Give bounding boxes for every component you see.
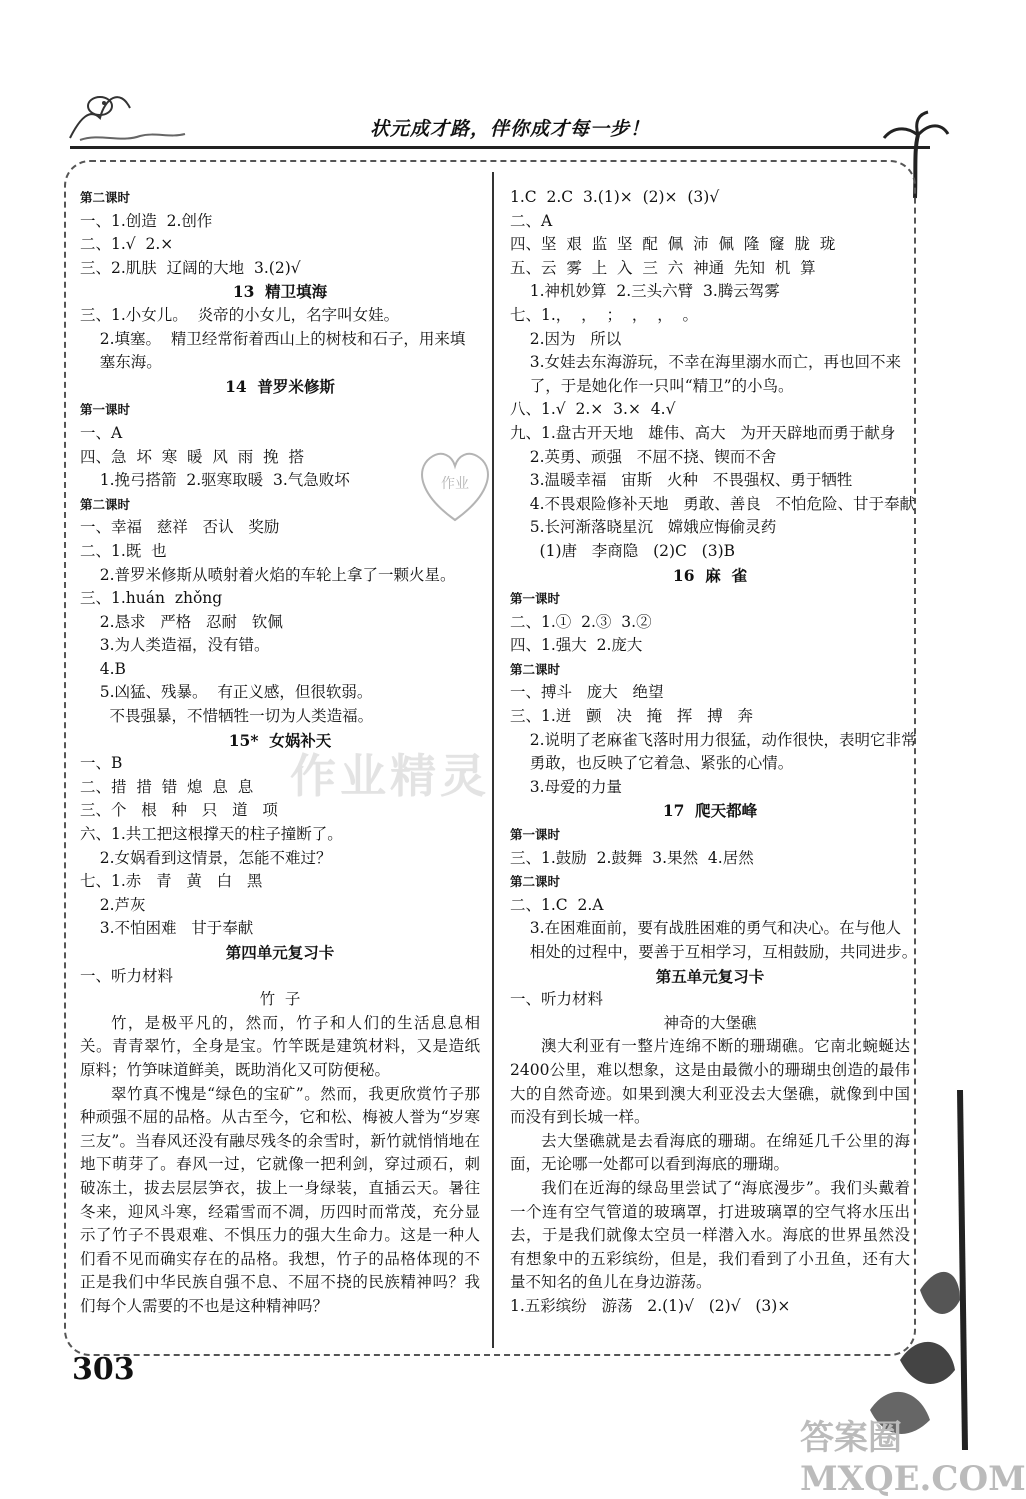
answer-line: 不畏强暴，不惜牺牲一切为人类造福。	[80, 707, 374, 726]
answer-line: 八、1.√ 2.× 3.× 4.√	[510, 400, 676, 419]
answer-line: 九、1.盘古开天地 雄伟、高大 为开天辟地而勇于献身	[510, 423, 896, 442]
answer-line: 二、1.既 也	[80, 541, 167, 560]
answer-line: 三、个 根 种 只 道 项	[80, 801, 278, 820]
answer-line: 七、1.， ， ； ， ， 。	[510, 305, 699, 324]
answer-line: 2.英勇、顽强 不屈不挠、锲而不舍	[510, 447, 777, 466]
answer-line: 2.普罗米修斯从喷射着火焰的车轮上拿了一颗火星。	[80, 565, 456, 584]
answer-line: 七、1.赤 青 黄 白 黑	[80, 872, 263, 891]
answer-column-right	[510, 186, 918, 1319]
answer-line: 一、A	[80, 423, 123, 442]
answer-line: 塞东海。	[80, 353, 162, 372]
answer-line: 三、1.小女儿。 炎帝的小女儿，名字叫女娃。	[80, 305, 400, 324]
stamp-text: 作业	[441, 476, 469, 492]
section-heading: 14 普罗米修斯	[225, 376, 335, 396]
answer-line: 1.C 2.C 3.(1)× (2)× (3)√	[510, 188, 720, 206]
answer-line: 4.B	[80, 659, 126, 678]
page-number: 303	[72, 1352, 135, 1387]
lesson-label: 第二课时	[80, 496, 131, 512]
answer-line: 2.芦灰	[80, 895, 146, 914]
answer-line: 2.说明了老麻雀飞落时用力很猛，动作很快，表明它非常	[510, 730, 917, 749]
passage-paragraph: 去大堡礁就是去看海底的珊瑚。在绵延几千公里的海面，无论哪一处都可以看到海底的珊瑚。	[510, 1131, 910, 1174]
answer-line: 神奇的大堡礁	[663, 1013, 757, 1032]
answer-line: 三、1.huán zhǒng	[80, 589, 223, 608]
section-heading: 15* 女娲补天	[228, 730, 332, 750]
leaf-decoration-icon	[860, 1090, 990, 1450]
answer-line: 3.为人类造福，没有错。	[80, 636, 270, 655]
answer-line: 六、1.共工把这根撑天的柱子撞断了。	[80, 825, 343, 844]
answer-line: 一、搏斗 庞大 绝望	[510, 683, 664, 702]
lesson-label: 第二课时	[510, 874, 561, 890]
answer-line: 5.凶猛、残暴。 有正义感，但很软弱。	[80, 683, 373, 702]
section-heading: 第四单元复习卡	[225, 943, 335, 962]
answer-line: 3.母爱的力量	[510, 777, 622, 796]
answer-line: 3.女娃去东海游玩，不幸在海里溺水而亡，再也回不来	[510, 353, 901, 372]
answer-line: 二、措 措 错 熄 息 息	[80, 777, 254, 796]
answer-line: 一、幸福 慈祥 否认 奖励	[80, 518, 280, 537]
passage-paragraph: 翠竹真不愧是“绿色的宝矿”。然而，我更欣赏竹子那种顽强不屈的品格。从古至今，它和松、梅被人誉为“岁寒三友”。当春风还没有融尽残冬的余雪时，新竹就悄悄地在地下萌芽了。春风一过，它就像一把利剑，穿过顽石，刺破冻土，拔去层层笋衣，拔上一身绿装，直插云天。暑往冬来，迎风斗寒，经霜雪而不凋，历四时而常茂，充分显示了竹子不畏艰难、不惧压力的强大生命力。这是一种人们看不见而确实存在的品格。我想，竹子的品格体现的不正是我们中华民族自强不息、不屈不挠的民族精神吗？我们每个人需要的不也是这种精神吗？	[80, 1084, 480, 1315]
answer-line: 一、听力材料	[510, 990, 604, 1009]
lesson-label: 第一课时	[510, 827, 561, 843]
header-rule	[70, 146, 930, 149]
answer-line: 一、1.创造 2.创作	[80, 211, 213, 230]
lesson-label: 第二课时	[80, 190, 131, 205]
answer-line: 四、坚 艰 监 坚 配 佩 沛 佩 隆 窿 胧 珑	[510, 235, 836, 254]
answer-line: 5.长河渐落晓星沉 嫦娥应悔偷灵药	[510, 518, 777, 537]
passage-paragraph: 澳大利亚有一整片连绵不断的珊瑚礁。它南北蜿蜒达2400公里，难以想象，这是由最微小的珊瑚虫创造的最伟大的自然奇迹。如果到澳大利亚没去大堡礁，就像到中国而没有到长城一样。	[510, 1037, 910, 1127]
answer-line: 五、云 雾 上 入 三 六 神通 先知 机 算	[510, 258, 816, 277]
answer-line: 3.不怕困难 甘于奉献	[80, 919, 254, 938]
column-divider	[492, 172, 494, 1348]
answer-line: 3.在困难面前，要有战胜困难的勇气和决心。在与他人	[510, 919, 901, 938]
answer-line: (1)唐 李商隐 (2)C (3)B	[510, 541, 736, 560]
section-heading: 第五单元复习卡	[655, 966, 765, 986]
section-heading: 13 精卫填海	[232, 282, 328, 302]
answer-line: 二、1.C 2.A	[510, 895, 604, 914]
header-bird-decoration	[60, 78, 190, 148]
answer-line: 一、听力材料	[80, 966, 174, 985]
answer-line: 4.不畏艰险修补天地 勇敢、善良 不怕危险、甘于奉献	[510, 494, 916, 513]
answer-line: 2.女娲看到这情景，怎能不难过？	[80, 848, 332, 867]
answer-line: 三、2.肌肤 辽阔的大地 3.(2)√	[80, 258, 301, 277]
answer-line: 一、B	[80, 754, 123, 773]
answer-line: 三、1.鼓励 2.鼓舞 3.果然 4.居然	[510, 848, 754, 867]
stamp-heart-icon	[410, 440, 500, 530]
answer-line: 四、急 坏 寒 暖 风 雨 挽 搭	[80, 447, 304, 466]
lesson-label: 第一课时	[510, 591, 561, 607]
passage-paragraph: 竹，是极平凡的，然而，竹子和人们的生活息息相关。青青翠竹，全身是宝。竹竿既是建筑材料，又是造纸原料；竹笋味道鲜美，既助消化又可防便秘。	[80, 1013, 480, 1079]
corner-logo: 答案圈 MXQE.COM	[800, 1418, 1026, 1499]
passage-paragraph: 我们在近海的绿岛里尝试了“海底漫步”。我们头戴着一个连有空气管道的玻璃罩，打进玻璃罩的空气将水压出去，于是我们就像太空员一样潜入水。海底的世界虽然没有想象中的五彩缤纷，但是，我们看到了小丑鱼，还有大量不知名的鱼儿在身边游荡。	[510, 1178, 910, 1292]
answer-line: 三、1.迸 颤 决 掩 挥 搏 奔	[510, 707, 753, 726]
answer-line: 2.因为 所以	[510, 329, 622, 348]
answer-line: 勇敢，也反映了它着急、紧张的心情。	[510, 754, 794, 773]
lesson-label: 第二课时	[510, 661, 561, 677]
answer-line: 1.神机妙算 2.三头六臂 3.腾云驾雾	[510, 282, 780, 301]
watermark-text: 作业精灵	[290, 749, 490, 803]
section-heading: 17 爬天都峰	[662, 801, 758, 821]
answer-line: 了，于是她化作一只叫“精卫”的小鸟。	[510, 376, 794, 395]
section-heading: 16 麻 雀	[672, 565, 748, 585]
header-slogan: 状元成才路，伴你成才每一步！	[370, 118, 651, 140]
answer-line: 二、1.① 2.③ 3.②	[510, 612, 652, 631]
answer-line: 相处的过程中，要善于互相学习，互相鼓励，共同进步。	[510, 943, 918, 961]
answer-line: 1.挽弓搭箭 2.驱寒取暖 3.气急败坏	[80, 471, 350, 490]
answer-line: 四、1.强大 2.庞大	[510, 636, 643, 655]
answer-line: 2.恳求 严格 忍耐 钦佩	[80, 612, 283, 631]
lesson-label: 第一课时	[80, 402, 131, 418]
answer-line: 1.五彩缤纷 游荡 2.(1)√ (2)√ (3)×	[510, 1296, 791, 1315]
answer-line: 二、1.√ 2.×	[80, 235, 174, 254]
answer-line: 3.温暖幸福 宙斯 火种 不畏强权、勇于牺牲	[510, 471, 853, 490]
answer-line: 二、A	[510, 211, 553, 230]
answer-line: 2.填塞。 精卫经常衔着西山上的树枝和石子，用来填	[80, 329, 466, 348]
answer-line: 竹 子	[259, 990, 301, 1009]
